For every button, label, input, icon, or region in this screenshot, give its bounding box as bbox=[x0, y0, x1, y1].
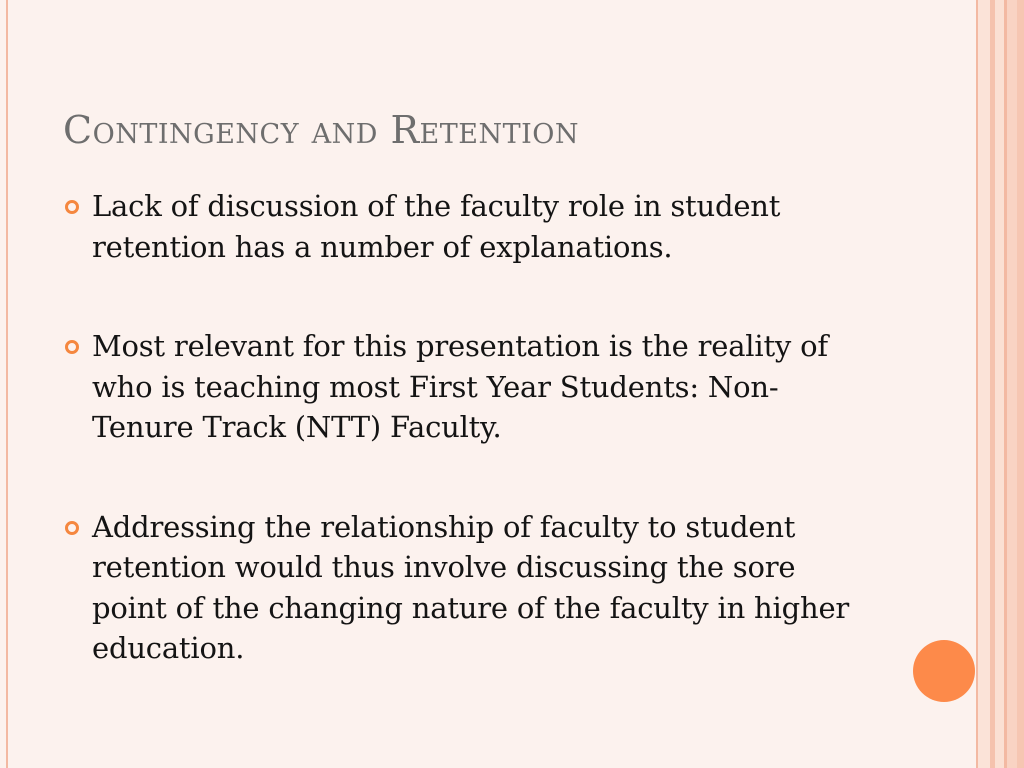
bullet-text: Most relevant for this presentation is the reality of who is teaching most First Year Students: Non-Tenure Track (NTT) Faculty. bbox=[92, 329, 828, 444]
orange-accent-circle bbox=[913, 640, 975, 702]
bullet-circle-icon bbox=[65, 340, 79, 354]
left-border-line bbox=[6, 0, 8, 768]
bullet-circle-icon bbox=[65, 200, 79, 214]
stripe-4 bbox=[995, 0, 1004, 768]
stripe-7 bbox=[1017, 0, 1024, 768]
bullet-text: Addressing the relationship of faculty to student retention would thus involve discussing the sore point of the changing nature of the faculty in higher education. bbox=[92, 509, 850, 665]
bullet-text: Lack of discussion of the faculty role in student retention has a number of explanations. bbox=[92, 189, 781, 264]
stripe-2 bbox=[978, 0, 990, 768]
bullet-circle-icon bbox=[65, 521, 79, 535]
bullet-item-1 bbox=[64, 186, 864, 267]
stripe-6 bbox=[1007, 0, 1017, 768]
right-decorative-stripes bbox=[976, 0, 1024, 768]
bullet-item-3 bbox=[64, 507, 864, 669]
slide-title: Contingency and Retention bbox=[63, 108, 580, 152]
bullet-list bbox=[64, 186, 864, 669]
bullet-item-2 bbox=[64, 326, 864, 448]
